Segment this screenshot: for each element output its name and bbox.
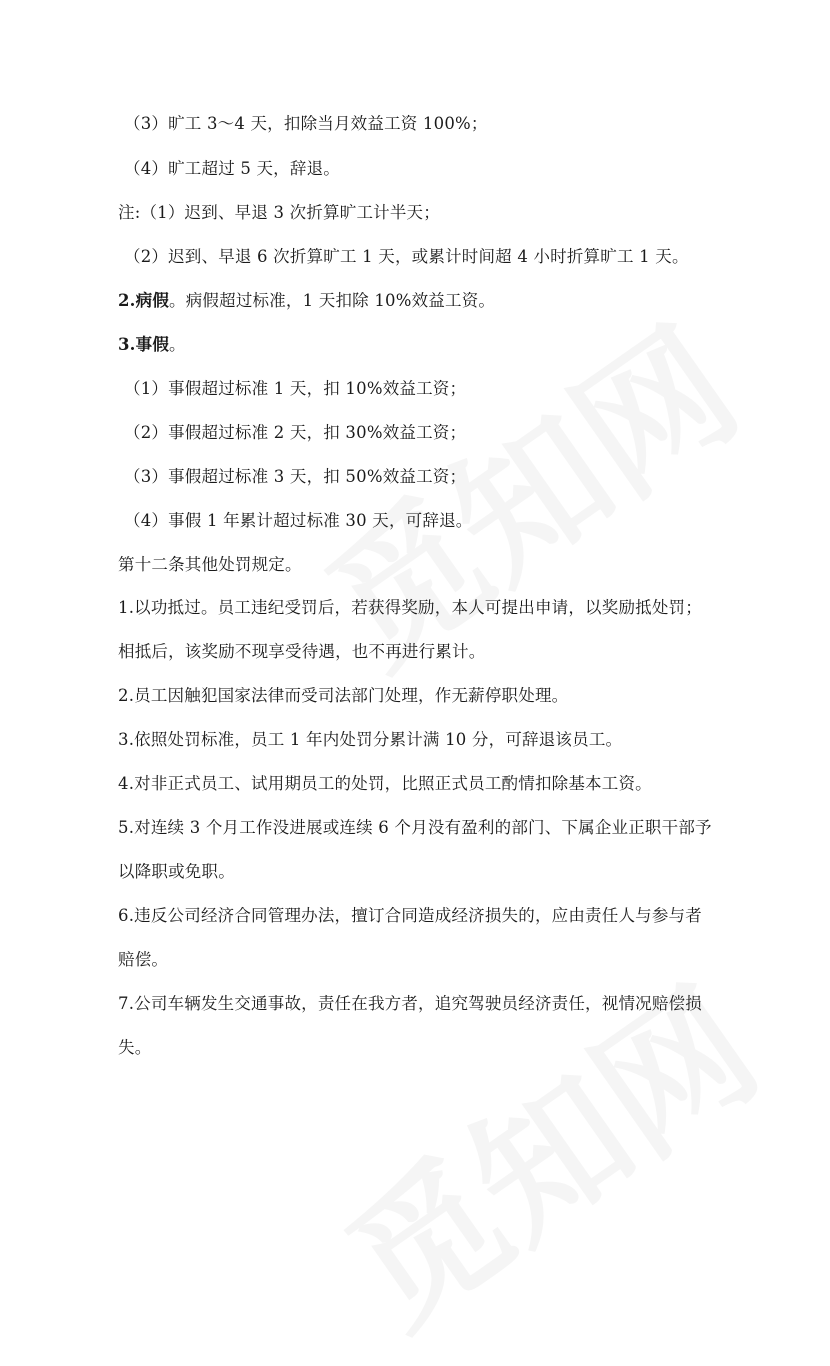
text-line: 相抵后，该奖励不现享受待遇，也不再进行累计。	[118, 642, 486, 661]
text-line: 以降职或免职。	[118, 862, 235, 881]
text-line: （3）事假超过标准 3 天，扣 50%效益工资；	[124, 467, 467, 486]
heading-bold: 3.事假	[118, 335, 170, 354]
section-heading-sick-leave	[118, 290, 718, 312]
section-heading-personal-leave	[118, 334, 718, 356]
article-heading: 第十二条其他处罚规定。	[118, 555, 302, 574]
text-line: （3）旷工 3～4 天，扣除当月效益工资 100%；	[124, 114, 488, 133]
text-line: 5.对连续 3 个月工作没进展或连续 6 个月没有盈利的部门、下属企业正职干部予	[118, 818, 712, 837]
text-line: 4.对非正式员工、试用期员工的处罚，比照正式员工酌情扣除基本工资。	[118, 774, 652, 793]
text-line: （2）迟到、早退 6 次折算旷工 1 天，或累计时间超 4 小时折算旷工 1 天。	[124, 247, 689, 266]
text-line: 6.违反公司经济合同管理办法，擅订合同造成经济损失的，应由责任人与参与者	[118, 906, 702, 925]
text-line: 失。	[118, 1038, 152, 1057]
heading-rest: 。病假超过标准，1 天扣除 10%效益工资。	[169, 291, 496, 310]
text-line: （1）事假超过标准 1 天，扣 10%效益工资；	[124, 379, 467, 398]
text-line: 赔偿。	[118, 950, 169, 969]
text-line: 注:（1）迟到、早退 3 次折算旷工计半天；	[118, 203, 440, 222]
text-line: 1.以功抵过。员工违纪受罚后，若获得奖励，本人可提出申请，以奖励抵处罚；	[118, 598, 702, 617]
text-line: 7.公司车辆发生交通事故，责任在我方者，追究驾驶员经济责任，视情况赔偿损	[118, 994, 702, 1013]
text-line: （2）事假超过标准 2 天，扣 30%效益工资；	[124, 423, 467, 442]
text-line: （4）事假 1 年累计超过标准 30 天，可辞退。	[124, 511, 473, 530]
text-line: （4）旷工超过 5 天，辞退。	[124, 159, 340, 178]
heading-bold: 2.病假	[118, 291, 170, 310]
text-line: 2.员工因触犯国家法律而受司法部门处理，作无薪停职处理。	[118, 686, 569, 705]
heading-rest: 。	[169, 335, 186, 354]
text-line: 3.依照处罚标准，员工 1 年内处罚分累计满 10 分，可辞退该员工。	[118, 730, 623, 749]
